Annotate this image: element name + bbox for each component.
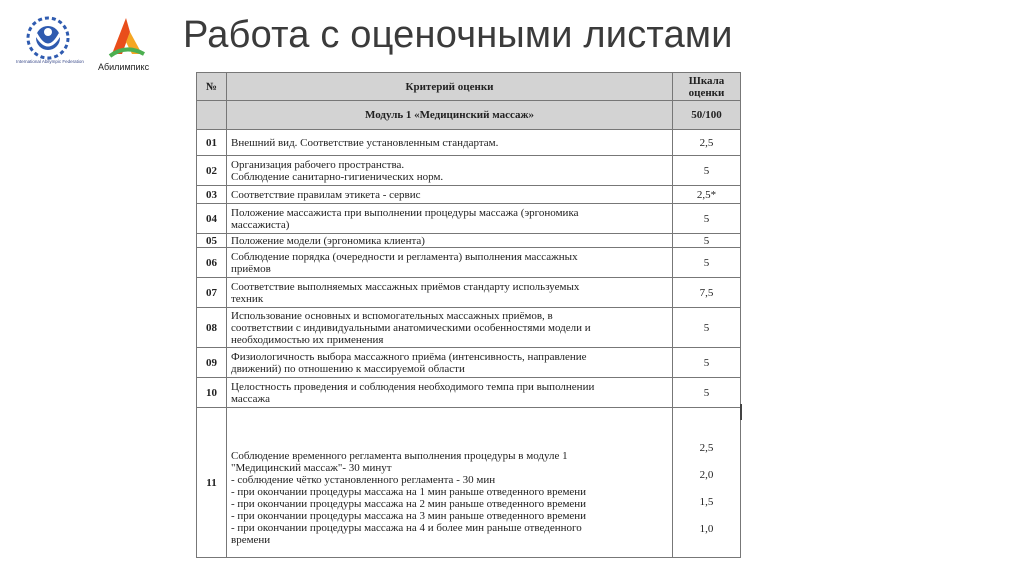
row-number: 06 [197,248,227,278]
criteria-table [196,72,741,558]
row-number: 05 [197,234,227,248]
criterion-line: Положение модели (эргономика клиента) [231,234,425,247]
criterion-line: Положение массажиста при выполнении процедуры массажа (эргономика [231,206,579,219]
criterion-line: движений) по отношению к массируемой области [231,362,465,375]
col-number-header: № [197,73,227,101]
table-row [197,156,741,186]
row-criterion [227,308,673,348]
row-score: 2,5 [673,130,741,156]
table-row [197,248,741,278]
criterion-line: Соответствие правилам этикета - сервис [231,188,421,201]
row-number: 07 [197,278,227,308]
slide-title: Работа с оценочными листами [183,14,733,56]
criterion-line: времени [231,533,271,546]
row-number: 10 [197,378,227,408]
criterion-line: Соблюдение временного регламента выполнения процедуры в модуле 1 [231,449,568,462]
criterion-line: массажиста) [231,218,290,231]
row-criterion [227,408,673,558]
criterion-line: - при окончании процедуры массажа на 2 мин раньше отведенного времени [231,497,587,510]
table-row [197,234,741,248]
score-value: 1,5 [699,496,714,508]
row-criterion [227,186,673,204]
logo-right-caption: Абилимпикс [98,62,150,72]
evaluation-sheet [196,72,741,558]
row-criterion [227,348,673,378]
criterion-line: приёмов [231,262,271,275]
table-row [197,186,741,204]
criterion-line: - при окончании процедуры массажа на 1 мин раньше отведенного времени [231,485,587,498]
table-row [197,130,741,156]
row-number: 01 [197,130,227,156]
score-value: 1,0 [699,523,714,535]
col-scale-header: Шкала оценки [673,73,741,101]
module-title: Модуль 1 «Медицинский массаж» [227,101,673,130]
criterion-line: Соблюдение порядка (очередности и регламента) выполнения массажных [231,250,578,263]
abilympics-logo [104,14,150,60]
table-row-11 [197,408,741,558]
row-score: 2,5* [673,186,741,204]
row-number: 11 [197,408,227,558]
table-header-row [197,73,741,101]
score-value: 2,0 [699,469,714,481]
criterion-line: Внешний вид. Соответствие установленным стандартам. [231,136,499,149]
logo-left-caption: International Abilympic Federation [16,59,84,64]
row-criterion [227,248,673,278]
criterion-line: Организация рабочего пространства. [231,158,405,171]
row-number: 03 [197,186,227,204]
row-criterion [227,378,673,408]
row-score: 5 [673,156,741,186]
score-value: 2,5 [699,442,714,454]
col-criterion-header: Критерий оценки [227,73,673,101]
row-criterion [227,278,673,308]
row-number: 08 [197,308,227,348]
criterion-line: Соответствие выполняемых массажных приёмов стандарту используемых [231,280,580,293]
table-row [197,348,741,378]
row-score-list [673,408,741,558]
row-criterion [227,130,673,156]
row-criterion [227,204,673,234]
row-score: 7,5 [673,278,741,308]
criterion-line: массажа [231,392,271,405]
row-number: 04 [197,204,227,234]
module-row [197,101,741,130]
criterion-line: необходимостью их применения [231,333,384,346]
table-row [197,378,741,408]
international-abilympic-federation-logo [18,8,78,76]
table-row [197,278,741,308]
row-number: 09 [197,348,227,378]
table-row [197,308,741,348]
criterion-line: "Медицинский массаж"- 30 минут [231,461,392,474]
row-number: 02 [197,156,227,186]
row-criterion [227,234,673,248]
criterion-line: - при окончании процедуры массажа на 4 и более мин раньше отведенного [231,521,582,534]
row-criterion [227,156,673,186]
table-row [197,204,741,234]
row-score: 5 [673,308,741,348]
criterion-line: - при окончании процедуры массажа на 3 мин раньше отведенного времени [231,509,587,522]
row-score: 5 [673,378,741,408]
criterion-line: - соблюдение чётко установленного регламента - 30 мин [231,473,496,486]
criterion-line: Соблюдение санитарно-гигиенических норм. [231,170,444,183]
criterion-line: соответствии с индивидуальными анатомическими особенностями модели и [231,321,591,334]
criterion-line: Физиологичность выбора массажного приёма (интенсивность, направление [231,350,587,363]
row-score: 5 [673,204,741,234]
module-score: 50/100 [673,101,741,130]
criterion-line: Целостность проведения и соблюдения необходимого темпа при выполнении [231,380,595,393]
page-edge-mark [740,404,742,420]
criterion-line: техник [231,292,264,305]
row-score: 5 [673,234,741,248]
criterion-line: Использование основных и вспомогательных массажных приёмов, в [231,309,553,322]
row-score: 5 [673,248,741,278]
row-score: 5 [673,348,741,378]
